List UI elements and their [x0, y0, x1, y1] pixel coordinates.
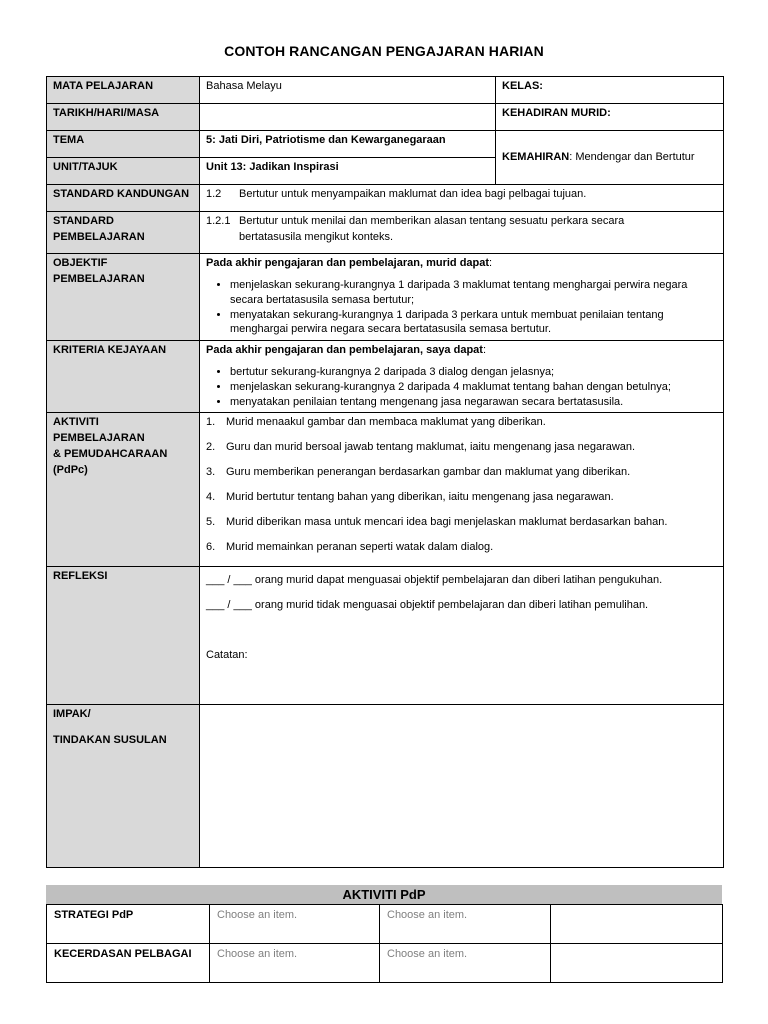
- impak-label-2: TINDAKAN SUSULAN: [53, 733, 167, 746]
- kecerdasan-choice-1[interactable]: Choose an item.: [210, 944, 380, 983]
- aktiviti-item-4: 4. Murid bertutur tentang bahan yang diberikan, iaitu mengenang jasa negarawan.: [206, 490, 614, 503]
- kemahiran-cell[interactable]: [496, 131, 724, 185]
- kehadiran-label[interactable]: KEHADIRAN MURID:: [496, 104, 724, 131]
- kemahiran-value: : Mendengar dan Bertutur: [569, 150, 695, 163]
- unit-label: UNIT/TAJUK: [47, 158, 200, 185]
- refleksi-line-1: ___ / ___ orang murid dapat menguasai objektif pembelajaran dan diberi latihan pengukuhan.: [206, 574, 663, 586]
- refleksi-catatan: Catatan:: [206, 648, 248, 661]
- row-impak: [47, 705, 724, 868]
- standard-pembelajaran-num: 1.2.1: [206, 215, 231, 227]
- objektif-label: [47, 254, 200, 341]
- aktiviti-item-3: 3. Guru memberikan penerangan berdasarkan gambar dan maklumat yang diberikan.: [206, 465, 631, 478]
- kriteria-value[interactable]: [200, 341, 724, 413]
- unit-value[interactable]: Unit 13: Jadikan Inspirasi: [200, 158, 496, 185]
- row-tema: [47, 131, 724, 158]
- kriteria-item-1: • bertutur sekurang-kurangnya 2 daripada 3 dialog dengan jelasnya;: [230, 365, 717, 380]
- strategi-label: STRATEGI PdP: [47, 905, 210, 944]
- tarikh-value[interactable]: [200, 104, 496, 131]
- kriteria-item-2: • menjelaskan sekurang-kurangnya 2 daripada 4 maklumat tentang bahan dengan betulnya;: [230, 380, 717, 395]
- row-aktiviti: [47, 413, 724, 567]
- objektif-colon: :: [489, 257, 493, 269]
- aktiviti-label: [47, 413, 200, 567]
- aktiviti-value[interactable]: [200, 413, 724, 567]
- mata-pelajaran-label: MATA PELAJARAN: [47, 77, 200, 104]
- row-refleksi: [47, 567, 724, 705]
- page-title: CONTOH RANCANGAN PENGAJARAN HARIAN: [224, 43, 544, 59]
- strategi-choice-1[interactable]: Choose an item.: [210, 905, 380, 944]
- aktiviti-label-3: (PdPc): [53, 463, 88, 476]
- impak-label: [47, 705, 200, 868]
- kriteria-list: [206, 365, 717, 410]
- pdp-row-strategi: [47, 905, 723, 944]
- row-objektif: [47, 254, 724, 341]
- objektif-label-1: OBJEKTIF: [53, 257, 108, 269]
- aktiviti-label-2: & PEMUDAHCARAAN: [53, 447, 168, 460]
- kelas-label[interactable]: KELAS:: [496, 77, 724, 104]
- standard-pembelajaran-label-2: PEMBELAJARAN: [53, 230, 145, 243]
- standard-pembelajaran-label-1: STANDARD: [53, 215, 114, 227]
- objektif-item-1: • menjelaskan sekurang-kurangnya 1 daripada 3 maklumat tentang menghargai perwira negara secara bertatasusila semasa bertutur;: [230, 278, 717, 308]
- row-standard-kandungan: [47, 185, 724, 212]
- standard-kandungan-value[interactable]: [200, 185, 724, 212]
- standard-pembelajaran-text-2: bertatasusila mengikut konteks.: [239, 230, 394, 243]
- pdp-row-kecerdasan: [47, 944, 723, 983]
- row-standard-pembelajaran: [47, 212, 724, 254]
- kriteria-label: KRITERIA KEJAYAAN: [47, 341, 200, 413]
- tema-label: TEMA: [47, 131, 200, 158]
- aktiviti-item-6: 6. Murid memainkan peranan seperti watak dalam dialog.: [206, 540, 494, 553]
- kemahiran-label: KEMAHIRAN: [502, 150, 570, 163]
- aktiviti-label-1: AKTIVITI PEMBELAJARAN: [53, 416, 145, 444]
- standard-pembelajaran-label: [47, 212, 200, 254]
- aktiviti-item-5: 5. Murid diberikan masa untuk mencari idea bagi menjelaskan maklumat berdasarkan bahan.: [206, 515, 668, 528]
- objektif-intro: Pada akhir pengajaran dan pembelajaran, murid dapat: [206, 257, 490, 269]
- tarikh-label: TARIKH/HARI/MASA: [47, 104, 200, 131]
- strategi-choice-3[interactable]: [551, 905, 723, 944]
- strategi-choice-2[interactable]: Choose an item.: [380, 905, 551, 944]
- aktiviti-item-2: 2. Guru dan murid bersoal jawab tentang maklumat, iaitu mengenang jasa negarawan.: [206, 440, 636, 453]
- standard-pembelajaran-value[interactable]: [200, 212, 724, 254]
- pdp-table: [46, 904, 723, 983]
- mata-pelajaran-value[interactable]: Bahasa Melayu: [200, 77, 496, 104]
- row-kriteria: [47, 341, 724, 413]
- kriteria-colon: :: [482, 344, 487, 356]
- kecerdasan-label: KECERDASAN PELBAGAI: [47, 944, 210, 983]
- row-tarikh: [47, 104, 724, 131]
- objektif-value[interactable]: [200, 254, 724, 341]
- objektif-label-2: PEMBELAJARAN: [53, 272, 145, 285]
- impak-value[interactable]: [200, 705, 724, 868]
- objektif-list: [206, 278, 717, 337]
- refleksi-line-2: ___ / ___ orang murid tidak menguasai objektif pembelajaran dan diberi latihan pemulihan.: [206, 599, 649, 612]
- standard-kandungan-text: Bertutur untuk menyampaikan maklumat dan idea bagi pelbagai tujuan.: [239, 188, 587, 200]
- tema-value[interactable]: 5: Jati Diri, Patriotisme dan Kewarganegaraan: [200, 131, 496, 158]
- kecerdasan-choice-3[interactable]: [551, 944, 723, 983]
- lesson-plan-table: [46, 76, 724, 868]
- row-mata-pelajaran: [47, 77, 724, 104]
- kriteria-intro: Pada akhir pengajaran dan pembelajaran, saya dapat: [206, 344, 483, 356]
- objektif-item-2: • menyatakan sekurang-kurangnya 1 daripada 3 perkara untuk membuat penilaian tentang menghargai perwira negara secara bertatasusila semasa bertutur.: [230, 308, 717, 338]
- refleksi-value[interactable]: [200, 567, 724, 705]
- standard-pembelajaran-text-1: Bertutur untuk menilai dan memberikan alasan tentang sesuatu perkara secara: [239, 215, 625, 227]
- impak-label-1: IMPAK/: [53, 708, 91, 720]
- refleksi-label: REFLEKSI: [47, 567, 200, 705]
- kriteria-item-3: • menyatakan penilaian tentang mengenang jasa negarawan secara bertatasusila.: [230, 395, 717, 410]
- kecerdasan-choice-2[interactable]: Choose an item.: [380, 944, 551, 983]
- standard-kandungan-label: STANDARD KANDUNGAN: [47, 185, 200, 212]
- pdp-header: AKTIVITI PdP: [46, 885, 722, 904]
- aktiviti-item-1: 1. Murid menaakul gambar dan membaca maklumat yang diberikan.: [206, 416, 546, 428]
- standard-kandungan-num: 1.2: [206, 188, 222, 200]
